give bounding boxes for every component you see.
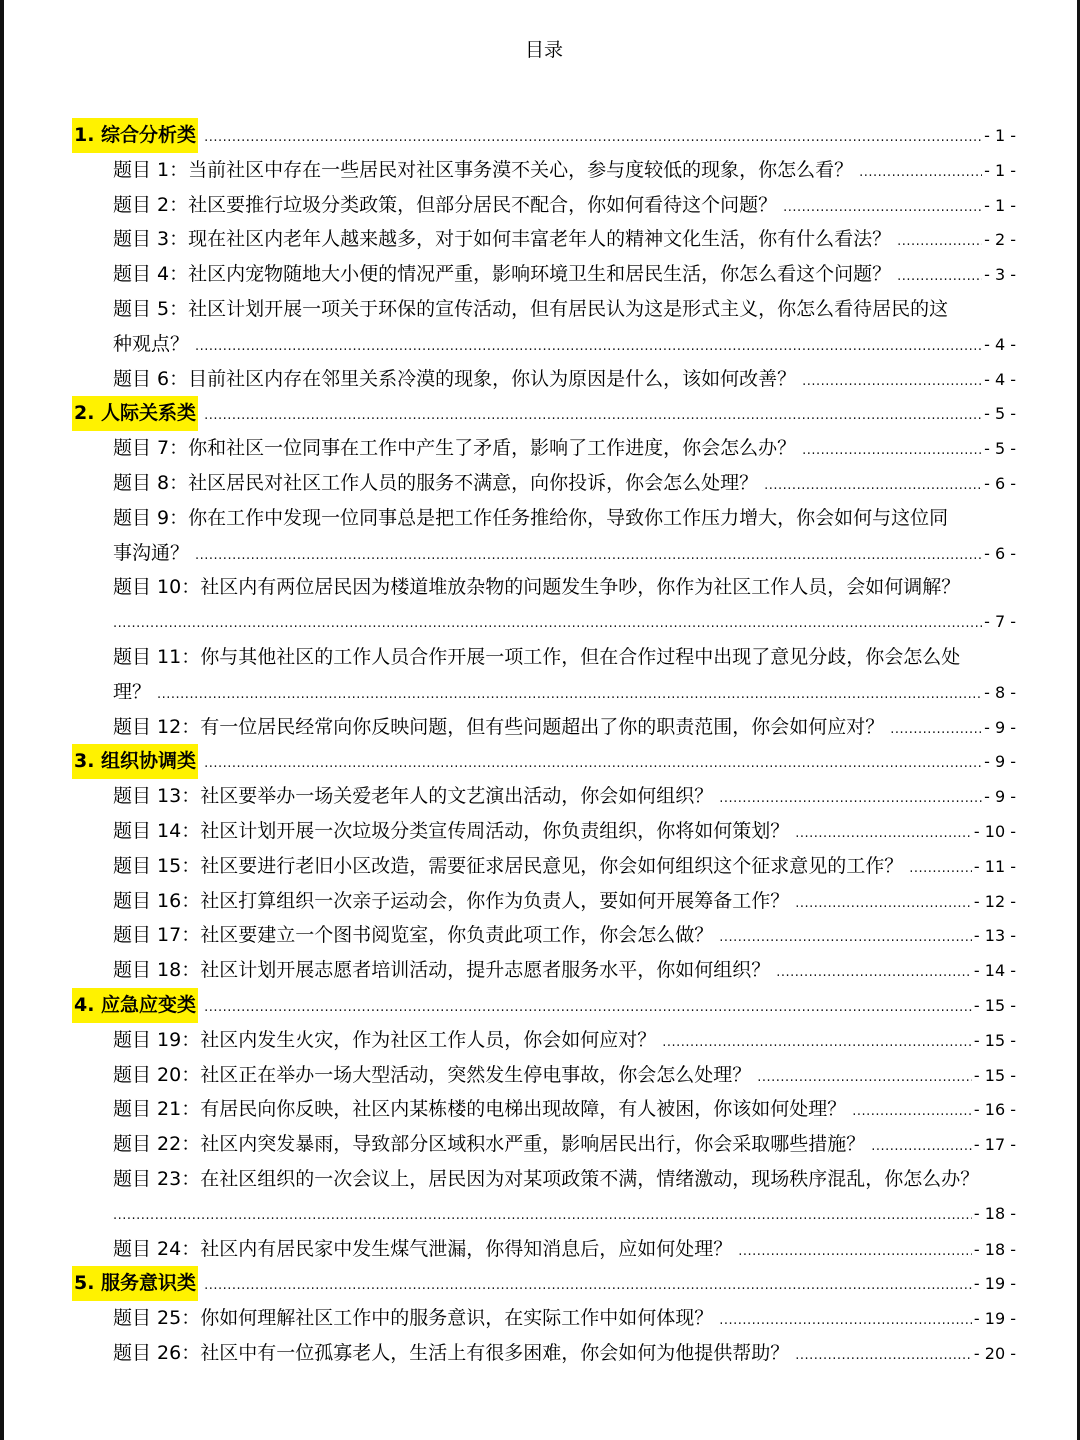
page-number: - 1 - — [984, 126, 1016, 145]
item-label: 题目 23：在社区组织的一次会议上，居民因为对某项政策不满，情绪激动，现场秩序混乱，你怎么办？ — [113, 1167, 980, 1190]
page-number: - 5 - — [984, 439, 1016, 459]
page-number: - 19 - — [973, 1309, 1016, 1329]
dot-leader — [897, 225, 982, 260]
item-label: 题目 1：当前社区中存在一些居民对社区事务漠不关心，参与度较低的现象，你怎么看？ — [113, 158, 854, 181]
toc-item-19[interactable] — [72, 1023, 1016, 1058]
page-number: - 7 - — [984, 612, 1016, 632]
page-number: - 4 - — [984, 334, 1016, 354]
item-label: 题目 9：你在工作中发现一位同事总是把工作任务推给你，导致你工作压力增大，你会如何与这位同 — [113, 506, 949, 529]
item-label: 题目 6：目前社区内存在邻里关系冷漠的现象，你认为原因是什么，该如何改善？ — [113, 367, 797, 390]
toc-item-3[interactable] — [72, 222, 1016, 257]
toc-section-5[interactable] — [72, 1266, 1016, 1301]
item-label: 题目 14：社区计划开展一次垃圾分类宣传周活动，你负责组织，你将如何策划？ — [113, 819, 790, 842]
toc-item-21[interactable] — [72, 1092, 1016, 1127]
page-number: - 6 - — [984, 473, 1016, 493]
page-number: - 4 - — [984, 369, 1016, 389]
toc-item-11-line-2[interactable] — [72, 675, 1016, 710]
toc-section-1[interactable] — [72, 118, 1016, 153]
toc-item-1[interactable] — [72, 153, 1016, 188]
dot-leader — [204, 399, 982, 434]
item-label: 题目 21：有居民向你反映，社区内某栋楼的电梯出现故障，有人被困，你该如何处理？ — [113, 1098, 847, 1121]
page-number: - 5 - — [984, 404, 1016, 424]
toc-section-3[interactable] — [72, 744, 1016, 779]
section-label: 4. 应急应变类 — [72, 988, 198, 1023]
item-label: 题目 26：社区中有一位孤寡老人，生活上有很多困难，你会如何为他提供帮助？ — [113, 1341, 790, 1364]
toc-item-25[interactable] — [72, 1301, 1016, 1336]
page-number: - 9 - — [984, 717, 1016, 737]
page-number: - 8 - — [984, 682, 1016, 702]
item-label: 题目 25：你如何理解社区工作中的服务意识，在实际工作中如何体现？ — [113, 1307, 714, 1330]
toc-item-14[interactable] — [72, 814, 1016, 849]
item-label: 题目 8：社区居民对社区工作人员的服务不满意，向你投诉，你会怎么处理？ — [113, 471, 759, 494]
toc-item-2[interactable] — [72, 188, 1016, 223]
page-number: - 6 - — [984, 543, 1016, 563]
dot-leader — [859, 156, 982, 191]
dot-leader — [776, 956, 972, 991]
page-number: - 13 - — [973, 926, 1016, 946]
toc-item-15[interactable] — [72, 849, 1016, 884]
dot-leader — [195, 330, 982, 365]
item-label: 题目 22：社区内突发暴雨，导致部分区域积水严重，影响居民出行，你会采取哪些措施？ — [113, 1133, 866, 1156]
page-number: - 18 - — [973, 1239, 1016, 1259]
item-label: 题目 19：社区内发生火灾，作为社区工作人员，你会如何应对？ — [113, 1028, 657, 1051]
item-label: 题目 3：现在社区内老年人越来越多，对于如何丰富老年人的精神文化生活，你有什么看法？ — [113, 228, 892, 251]
item-label-continued: 事沟通？ — [113, 541, 190, 564]
dot-leader — [757, 1061, 972, 1096]
page-number: - 15 - — [973, 1065, 1016, 1085]
dot-leader — [802, 434, 982, 469]
toc-item-5-line-1[interactable] — [72, 292, 1016, 327]
section-label: 3. 组织协调类 — [72, 744, 198, 779]
dot-leader — [738, 1235, 972, 1270]
item-label: 题目 24：社区内有居民家中发生煤气泄漏，你得知消息后，应如何处理？ — [113, 1237, 733, 1260]
dot-leader — [204, 991, 972, 1026]
dot-leader — [113, 607, 982, 642]
toc-item-22[interactable] — [72, 1127, 1016, 1162]
page-number: - 18 - — [973, 1203, 1016, 1223]
dot-leader — [195, 539, 982, 574]
page-number: - 19 - — [973, 1274, 1016, 1294]
dot-leader — [783, 191, 982, 226]
toc-item-9-line-1[interactable] — [72, 501, 1016, 536]
dot-leader — [204, 1269, 972, 1304]
toc-item-11-line-1[interactable] — [72, 640, 1016, 675]
item-label: 题目 2：社区要推行垃圾分类政策，但部分居民不配合，你如何看待这个问题？ — [113, 193, 778, 216]
dot-leader — [909, 852, 972, 887]
dot-leader — [802, 365, 982, 400]
toc-item-20[interactable] — [72, 1058, 1016, 1093]
toc-item-8[interactable] — [72, 466, 1016, 501]
page-number: - 3 - — [984, 265, 1016, 285]
item-label: 题目 13：社区要举办一场关爱老年人的文艺演出活动，你会如何组织？ — [113, 785, 714, 808]
toc-item-23-line-2[interactable] — [72, 1197, 1016, 1232]
toc-item-7[interactable] — [72, 431, 1016, 466]
toc-item-17[interactable] — [72, 918, 1016, 953]
toc-item-12[interactable] — [72, 710, 1016, 745]
item-label: 题目 17：社区要建立一个图书阅览室，你负责此项工作，你会怎么做？ — [113, 924, 714, 947]
section-label: 1. 综合分析类 — [72, 118, 198, 153]
dot-leader — [204, 747, 982, 782]
item-label: 题目 10：社区内有两位居民因为楼道堆放杂物的问题发生争吵，你作为社区工作人员，会如何调解？ — [113, 576, 961, 599]
page-number: - 14 - — [973, 961, 1016, 981]
toc-item-13[interactable] — [72, 779, 1016, 814]
dot-leader — [662, 1026, 972, 1061]
dot-leader — [719, 1304, 972, 1339]
toc-item-26[interactable] — [72, 1336, 1016, 1371]
toc-item-6[interactable] — [72, 362, 1016, 397]
toc-section-4[interactable] — [72, 988, 1016, 1023]
item-label: 题目 15：社区要进行老旧小区改造，需要征求居民意见，你会如何组织这个征求意见的工作？ — [113, 854, 904, 877]
toc-item-9-line-2[interactable] — [72, 536, 1016, 571]
dot-leader — [795, 887, 972, 922]
page-number: - 12 - — [973, 891, 1016, 911]
page-number: - 1 - — [984, 195, 1016, 215]
dot-leader — [719, 921, 972, 956]
dot-leader — [852, 1095, 972, 1130]
section-label: 5. 服务意识类 — [72, 1266, 198, 1301]
item-label: 题目 5：社区计划开展一项关于环保的宣传活动，但有居民认为这是形式主义，你怎么看待居民的这 — [113, 297, 949, 320]
toc-item-18[interactable] — [72, 953, 1016, 988]
page-number: - 20 - — [973, 1343, 1016, 1363]
page-number: - 2 - — [984, 230, 1016, 250]
dot-leader — [890, 713, 982, 748]
dot-leader — [795, 817, 972, 852]
section-label: 2. 人际关系类 — [72, 396, 198, 431]
dot-leader — [204, 121, 982, 156]
page-number: - 9 - — [984, 752, 1016, 772]
table-of-contents — [72, 118, 1016, 1371]
dot-leader — [157, 678, 982, 713]
page-title: 目录 — [524, 39, 563, 61]
dot-leader — [764, 469, 982, 504]
page-number: - 9 - — [984, 787, 1016, 807]
dot-leader — [719, 782, 982, 817]
item-label: 题目 16：社区打算组织一次亲子运动会，你作为负责人，要如何开展筹备工作？ — [113, 889, 790, 912]
item-label: 题目 20：社区正在举办一场大型活动，突然发生停电事故，你会怎么处理？ — [113, 1063, 752, 1086]
item-label: 题目 12：有一位居民经常向你反映问题，但有些问题超出了你的职责范围，你会如何应对？ — [113, 715, 885, 738]
page-number: - 1 - — [984, 160, 1016, 180]
toc-item-24[interactable] — [72, 1232, 1016, 1267]
toc-item-10-line-2[interactable] — [72, 605, 1016, 640]
toc-item-5-line-2[interactable] — [72, 327, 1016, 362]
page-number: - 16 - — [973, 1100, 1016, 1120]
toc-item-10-line-1[interactable] — [72, 570, 1016, 605]
toc-item-4[interactable] — [72, 257, 1016, 292]
dot-leader — [871, 1130, 972, 1165]
toc-item-23-line-1[interactable] — [72, 1162, 1016, 1197]
page-number: - 11 - — [973, 856, 1016, 876]
item-label-continued: 种观点？ — [113, 332, 190, 355]
toc-section-2[interactable] — [72, 396, 1016, 431]
page-number: - 10 - — [973, 821, 1016, 841]
item-label: 题目 11：你与其他社区的工作人员合作开展一项工作，但在合作过程中出现了意见分歧，你会怎么处 — [113, 645, 961, 668]
dot-leader — [897, 260, 982, 295]
dot-leader — [795, 1339, 972, 1374]
dot-leader — [113, 1199, 972, 1234]
item-label: 题目 18：社区计划开展志愿者培训活动，提升志愿者服务水平，你如何组织？ — [113, 959, 771, 982]
item-label: 题目 4：社区内宠物随地大小便的情况严重，影响环境卫生和居民生活，你怎么看这个问题？ — [113, 263, 892, 286]
page-number: - 15 - — [973, 995, 1016, 1015]
page-number: - 17 - — [973, 1135, 1016, 1155]
toc-item-16[interactable] — [72, 884, 1016, 919]
item-label-continued: 理？ — [113, 680, 152, 703]
page-number: - 15 - — [973, 1030, 1016, 1050]
item-label: 题目 7：你和社区一位同事在工作中产生了矛盾，影响了工作进度，你会怎么办？ — [113, 437, 797, 460]
